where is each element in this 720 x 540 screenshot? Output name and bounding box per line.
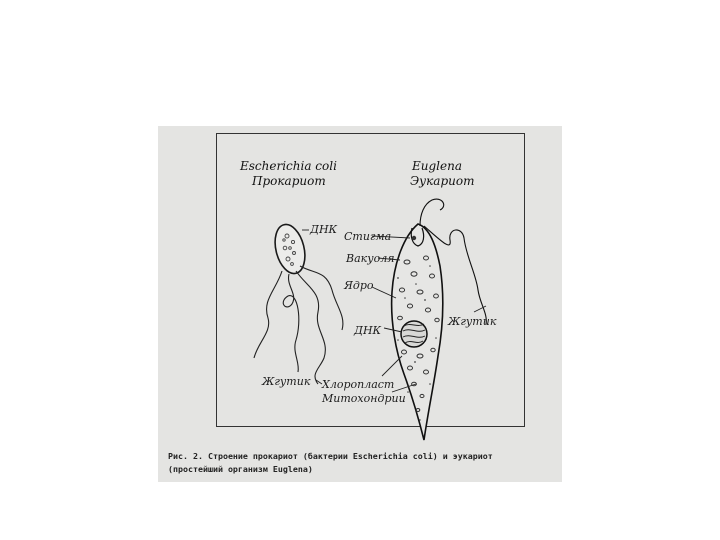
euglena-short-flagellum (420, 199, 444, 226)
right-subtitle: Эукариот (410, 174, 475, 188)
left-title: Escherichia coli (240, 159, 337, 173)
label-chloroplast: Хлоропласт (322, 378, 395, 391)
caption-line-1: Рис. 2. Строение прокариот (бактерии Escherichia coli) и эукариот (168, 451, 493, 461)
euglena-stigma-spot (412, 236, 416, 240)
label-flagellum-left: Жгутик (262, 375, 311, 388)
left-subtitle: Прокариот (252, 174, 326, 188)
label-dnk-left: ДНК (310, 223, 338, 236)
label-vacuole: Вакуоля (346, 252, 395, 265)
label-stigma: Стигма (344, 230, 392, 243)
label-flagellum-right: Жгутик (448, 315, 497, 328)
right-title: Euglena (412, 159, 462, 173)
figure-caption (168, 450, 558, 476)
label-mitochondria: Митохондрии (322, 392, 406, 405)
ecoli-cell (254, 221, 343, 384)
caption-line-2: (простейший организм Euglena) (168, 464, 313, 474)
label-nucleus: Ядро (344, 279, 374, 292)
label-dnk-right: ДНК (354, 324, 382, 337)
ecoli-flagella (254, 266, 343, 384)
